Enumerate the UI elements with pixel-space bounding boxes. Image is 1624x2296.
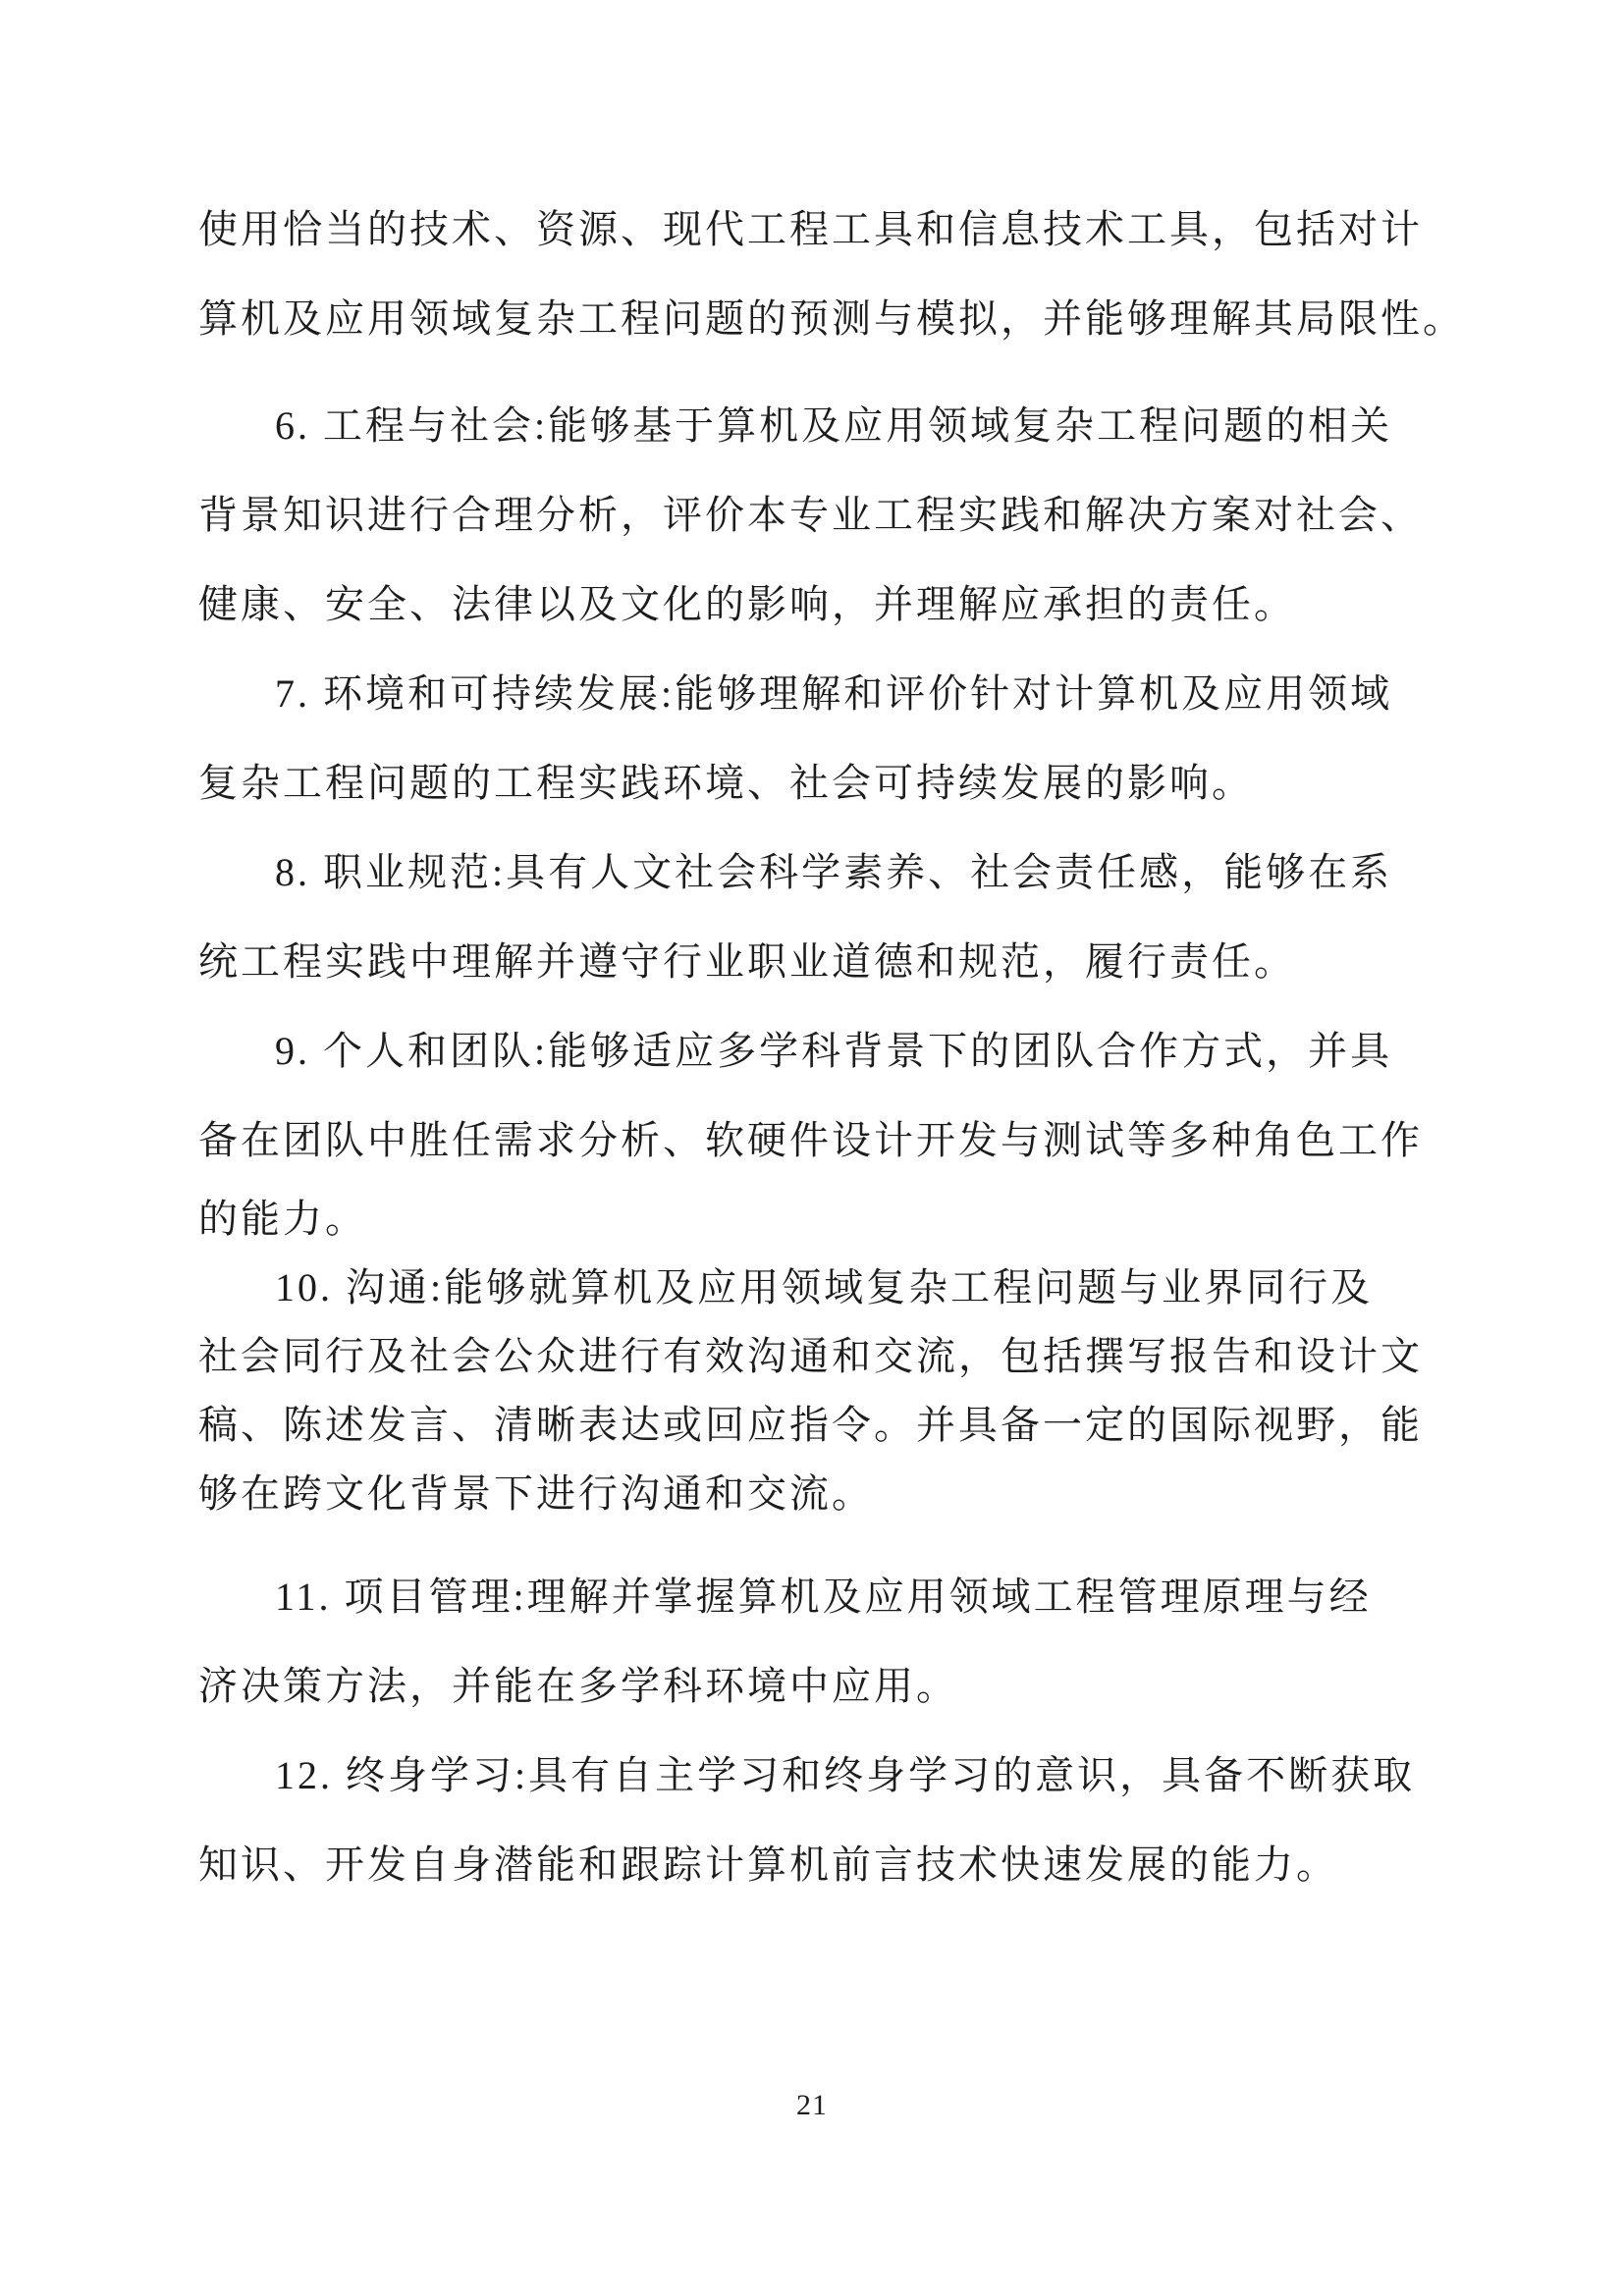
text-line: 复杂工程问题的工程实践环境、社会可持续发展的影响。	[198, 761, 1254, 805]
text-line: 健康、安全、法律以及文化的影响，并理解应承担的责任。	[198, 582, 1296, 626]
text-line: 够在跨文化背景下进行沟通和交流。	[198, 1471, 874, 1516]
text-line: 的能力。	[198, 1197, 367, 1241]
text-line: 10. 沟通:能够就算机及应用领域复杂工程问题与业界同行及	[275, 1265, 1374, 1309]
text-line: 算机及应用领域复杂工程问题的预测与模拟，并能够理解其局限性。	[198, 296, 1465, 341]
text-line: 知识、开发自身潜能和跟踪计算机前言技术快速发展的能力。	[198, 1842, 1338, 1887]
text-line: 8. 职业规范:具有人文社会科学素养、社会责任感，能够在系	[275, 850, 1393, 894]
page-number: 21	[796, 2089, 828, 2121]
text-line: 使用恰当的技术、资源、现代工程工具和信息技术工具，包括对计	[198, 207, 1423, 251]
text-line: 统工程实践中理解并遵守行业职业道德和规范，履行责任。	[198, 939, 1296, 984]
paragraph-item-8	[198, 828, 1447, 1006]
text-line: 社会同行及社会公众进行有效沟通和交流，包括撰写报告和设计文	[198, 1334, 1423, 1378]
text-line: 背景知识进行合理分析，评价本专业工程实践和解决方案对社会、	[198, 493, 1423, 537]
text-line: 12. 终身学习:具有自主学习和终身学习的意识，具备不断获取	[275, 1753, 1416, 1797]
paragraph-item-7	[198, 649, 1447, 828]
paragraph-item-11	[198, 1552, 1447, 1731]
text-line: 备在团队中胜任需求分析、软硬件设计开发与测试等多种角色工作	[198, 1118, 1423, 1162]
paragraph-item-10	[198, 1254, 1447, 1528]
text-line: 济决策方法，并能在多学科环境中应用。	[198, 1664, 958, 1708]
paragraph-item-9	[198, 1006, 1447, 1254]
text-line: 9. 个人和团队:能够适应多学科背景下的团队合作方式，并具	[275, 1029, 1393, 1073]
text-line: 7. 环境和可持续发展:能够理解和评价针对计算机及应用领域	[275, 671, 1393, 716]
paragraph-item-12	[198, 1731, 1447, 1909]
paragraph-continuation	[198, 185, 1465, 363]
text-line: 11. 项目管理:理解并掌握算机及应用领域工程管理原理与经	[275, 1575, 1372, 1619]
text-line: 稿、陈述发言、清晰表达或回应指令。并具备一定的国际视野，能	[198, 1403, 1423, 1447]
text-line: 6. 工程与社会:能够基于算机及应用领域复杂工程问题的相关	[275, 403, 1393, 448]
paragraph-item-6	[198, 381, 1447, 649]
